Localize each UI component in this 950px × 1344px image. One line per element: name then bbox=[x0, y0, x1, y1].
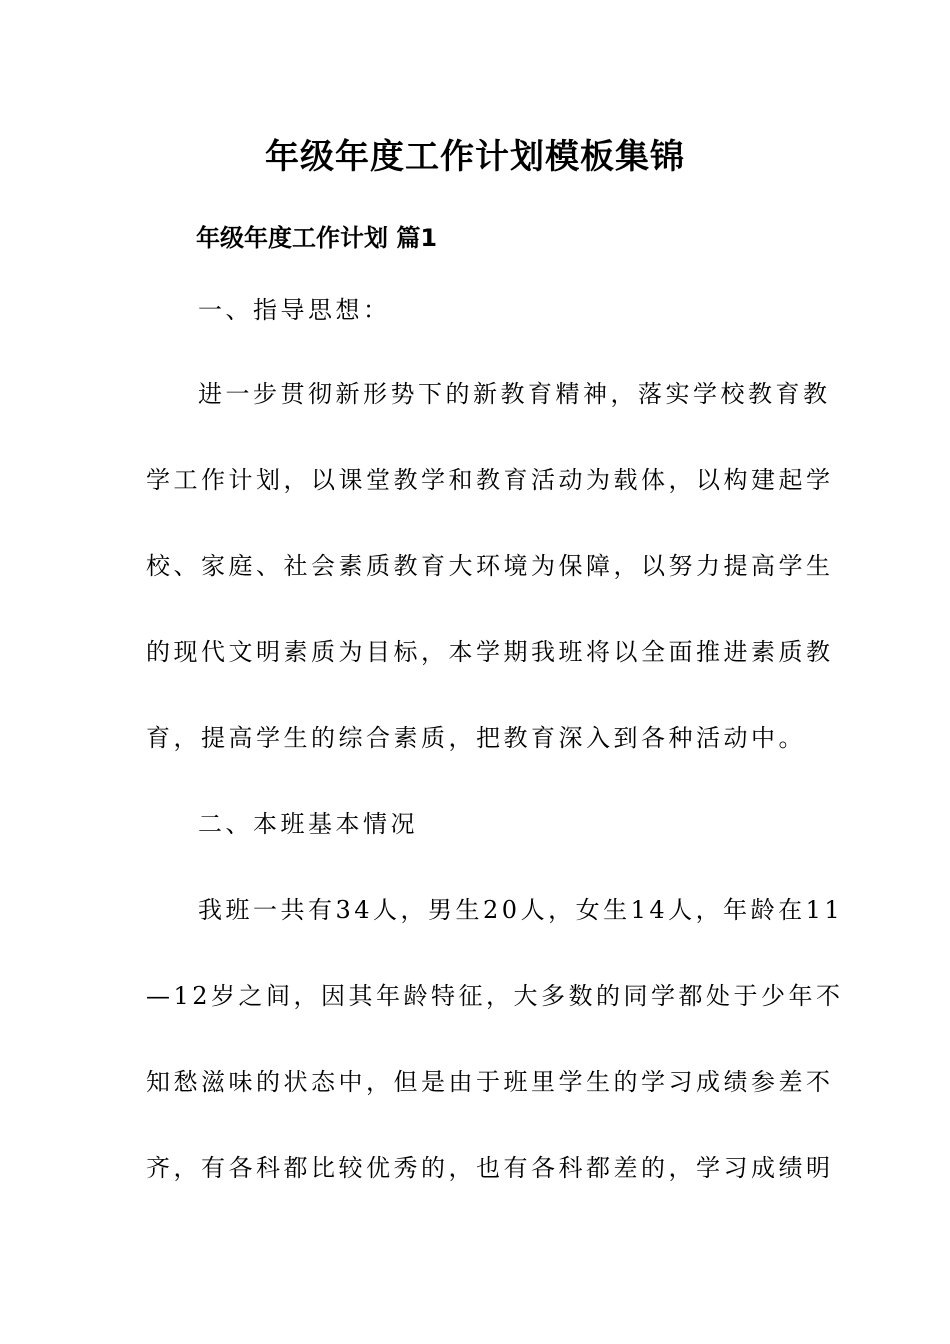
paragraph-line: 知愁滋味的状态中，但是由于班里学生的学习成绩参差不 bbox=[146, 1068, 834, 1096]
paragraph-line: 学工作计划，以课堂教学和教育活动为载体，以构建起学 bbox=[146, 466, 834, 494]
heading-guiding-ideology: 一、指导思想： bbox=[198, 296, 391, 324]
paragraph-line: 进一步贯彻新形势下的新教育精神，落实学校教育教 bbox=[198, 380, 831, 408]
paragraph-line: 我班一共有34人，男生20人，女生14人，年龄在11 bbox=[198, 896, 844, 924]
section-heading: 年级年度工作计划 篇1 bbox=[196, 224, 438, 252]
paragraph-line: 的现代文明素质为目标，本学期我班将以全面推进素质教 bbox=[146, 638, 834, 666]
paragraph-line: 齐，有各科都比较优秀的，也有各科都差的，学习成绩明 bbox=[146, 1154, 834, 1182]
paragraph-line: 育，提高学生的综合素质，把教育深入到各种活动中。 bbox=[146, 724, 806, 752]
document-title: 年级年度工作计划模板集锦 bbox=[265, 137, 685, 177]
paragraph-line: 校、家庭、社会素质教育大环境为保障，以努力提高学生 bbox=[146, 552, 834, 580]
paragraph-line: —12岁之间，因其年龄特征，大多数的同学都处于少年不 bbox=[146, 982, 844, 1010]
heading-class-situation: 二、本班基本情况 bbox=[198, 810, 418, 838]
